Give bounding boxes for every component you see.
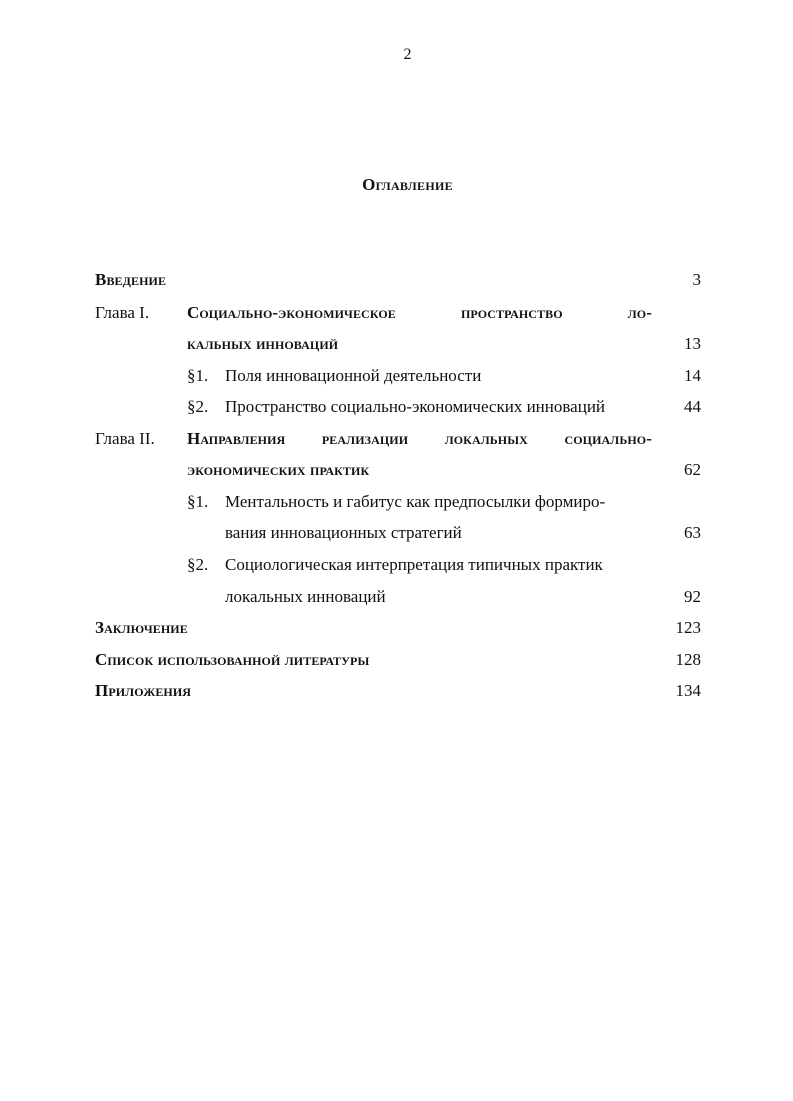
section-2-1-title-line1: Ментальность и габитус как предпосылки формиро- [225, 492, 606, 511]
section-1-2-title: Пространство социально-экономических инноваций [225, 397, 606, 416]
chapter-2-label: Глава II. [95, 429, 155, 448]
section-1-1-page: 14 [684, 366, 701, 385]
chapter-1-title-word: ло- [627, 303, 652, 322]
chapter-2-title-line2: экономических практик [187, 460, 370, 479]
toc-entry-bibliography: Список использованной литературы [95, 650, 370, 669]
toc-entry-conclusion: Заключение [95, 618, 188, 637]
section-2-2-page: 92 [684, 587, 701, 606]
chapter-2-title-word: локальных [444, 429, 528, 448]
section-2-2-title-line2: локальных инноваций [225, 587, 386, 606]
toc-page-conclusion: 123 [675, 618, 701, 637]
section-1-2-page: 44 [684, 397, 701, 416]
chapter-2-title-line1 [187, 428, 652, 450]
chapter-2-page: 62 [684, 460, 701, 479]
toc-page-bibliography: 128 [675, 650, 701, 669]
toc-page-intro: 3 [692, 270, 701, 289]
section-1-1-title: Поля инновационной деятельности [225, 366, 482, 385]
section-2-1-page: 63 [684, 523, 701, 542]
section-2-1-mark: §1. [187, 492, 209, 511]
section-2-2-title-line1: Социологическая интерпретация типичных практик [225, 555, 603, 574]
chapter-2-title-word: реализации [321, 429, 409, 448]
page-number: 2 [403, 46, 412, 63]
toc-page-appendices: 134 [675, 681, 701, 700]
section-1-1-mark: §1. [187, 366, 209, 385]
chapter-2-title-word: социально- [564, 429, 652, 448]
section-2-1-title-line2: вания инновационных стратегий [225, 523, 462, 542]
toc-entry-intro: Введение [95, 270, 167, 289]
page-title: Оглавление [362, 175, 453, 194]
chapter-2-title-word: Направления [187, 429, 286, 448]
section-2-2-mark: §2. [187, 555, 209, 574]
chapter-1-title-line1 [187, 302, 652, 324]
chapter-1-title-word: пространство [460, 303, 563, 322]
chapter-1-title-line2: кальных инноваций [187, 334, 339, 353]
chapter-1-page: 13 [684, 334, 701, 353]
section-1-2-mark: §2. [187, 397, 209, 416]
chapter-1-label: Глава I. [95, 303, 150, 322]
chapter-1-title-word: Социально-экономическое [187, 303, 396, 322]
toc-entry-appendices: Приложения [95, 681, 192, 700]
